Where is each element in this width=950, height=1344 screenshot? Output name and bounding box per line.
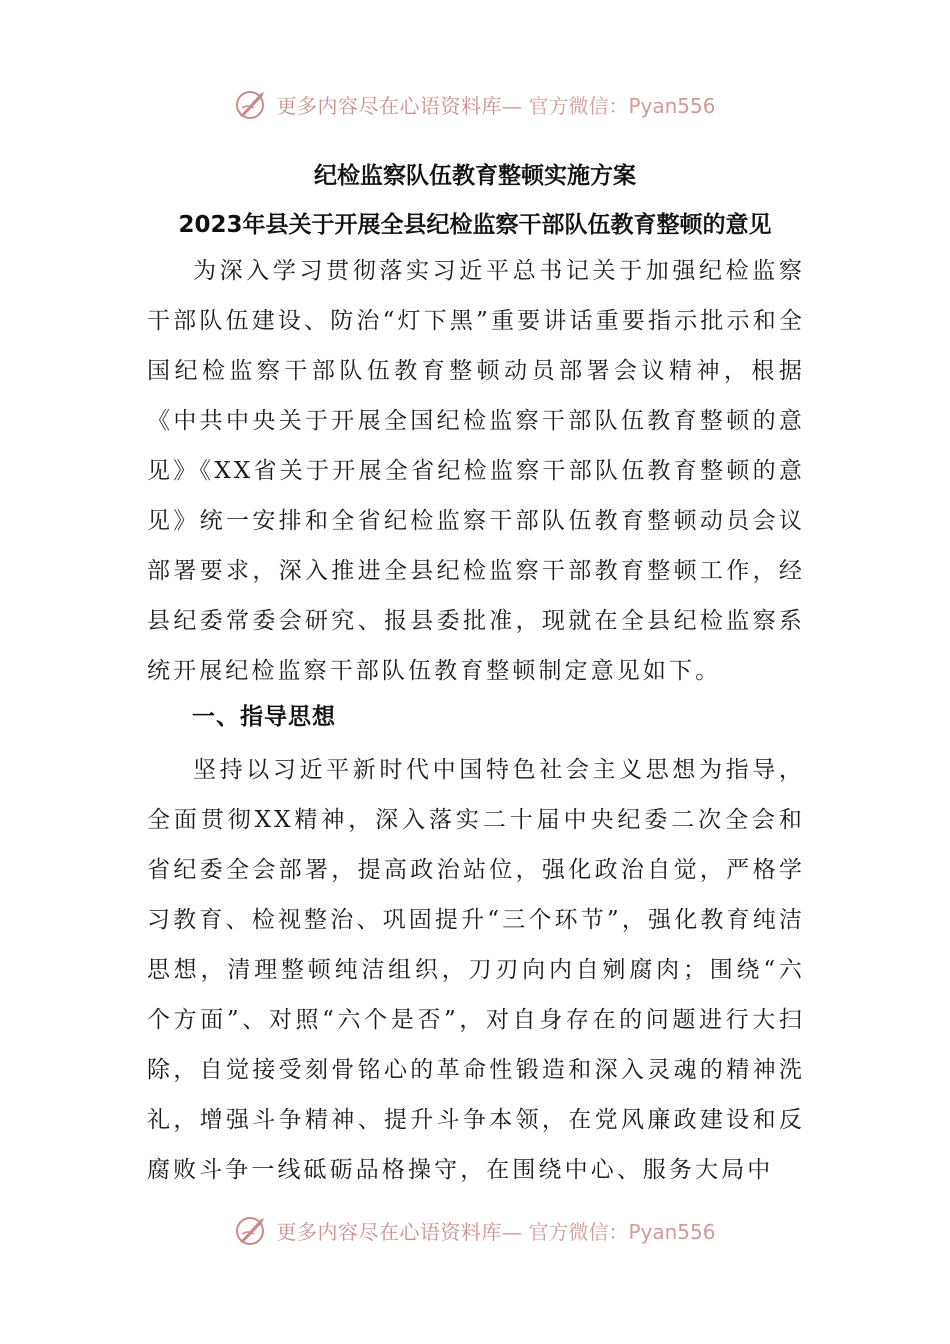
section-heading-guiding-thought: 一、指导思想 xyxy=(192,704,336,730)
intro-paragraph: 为深入学习贯彻落实习近平总书记关于加强纪检监察干部队伍建设、防治“灯下黑”重要讲话重要指示批示和全国纪检监察干部队伍教育整顿动员部署会议精神，根据《中共中央关于开展全国纪检监察干部队伍教育整顿的意见》《XX省关于开展全省纪检监察干部队伍教育整顿的意见》统一安排和全省纪检监察干部队伍教育整顿动员会议部署要求，深入推进全县纪检监察干部教育整顿工作，经县纪委常委会研究、报县委批准，现就在全县纪检监察系统开展纪检监察干部队伍教育整顿制定意见如下。 xyxy=(147,258,805,684)
watermark-footer xyxy=(0,1210,950,1250)
pen-logo-icon xyxy=(234,1212,270,1248)
section1-paragraph: 坚持以习近平新时代中国特色社会主义思想为指导，全面贯彻XX精神，深入落实二十届中央纪委二次全会和省纪委全会部署，提高政治站位，强化政治自觉，严格学习教育、检视整治、巩固提升“三个环节”，强化教育纯洁思想，清理整顿纯洁组织，刀刃向内自剜腐肉；围绕“六个方面”、对照“六个是否”，对自身存在的问题进行大扫除，自觉接受刻骨铭心的革命性锻造和深入灵魂的精神洗礼，增强斗争精神、提升斗争本领，在党风廉政建设和反腐败斗争一线砥砺品格操守，在围绕中心、服务大局中 xyxy=(147,757,805,1183)
watermark-wechat: 官方微信：Pyan556 xyxy=(528,1219,716,1244)
watermark-wechat: 官方微信：Pyan556 xyxy=(528,93,716,118)
document-subtitle: 2023年县关于开展全县纪检监察干部队伍教育整顿的意见 xyxy=(178,212,772,238)
watermark-text: 更多内容尽在心语资料库— xyxy=(276,93,523,118)
watermark-header xyxy=(0,84,950,124)
watermark-text: 更多内容尽在心语资料库— xyxy=(276,1219,523,1244)
document-title: 纪检监察队伍教育整顿实施方案 xyxy=(314,163,636,189)
pen-logo-icon xyxy=(234,86,270,122)
